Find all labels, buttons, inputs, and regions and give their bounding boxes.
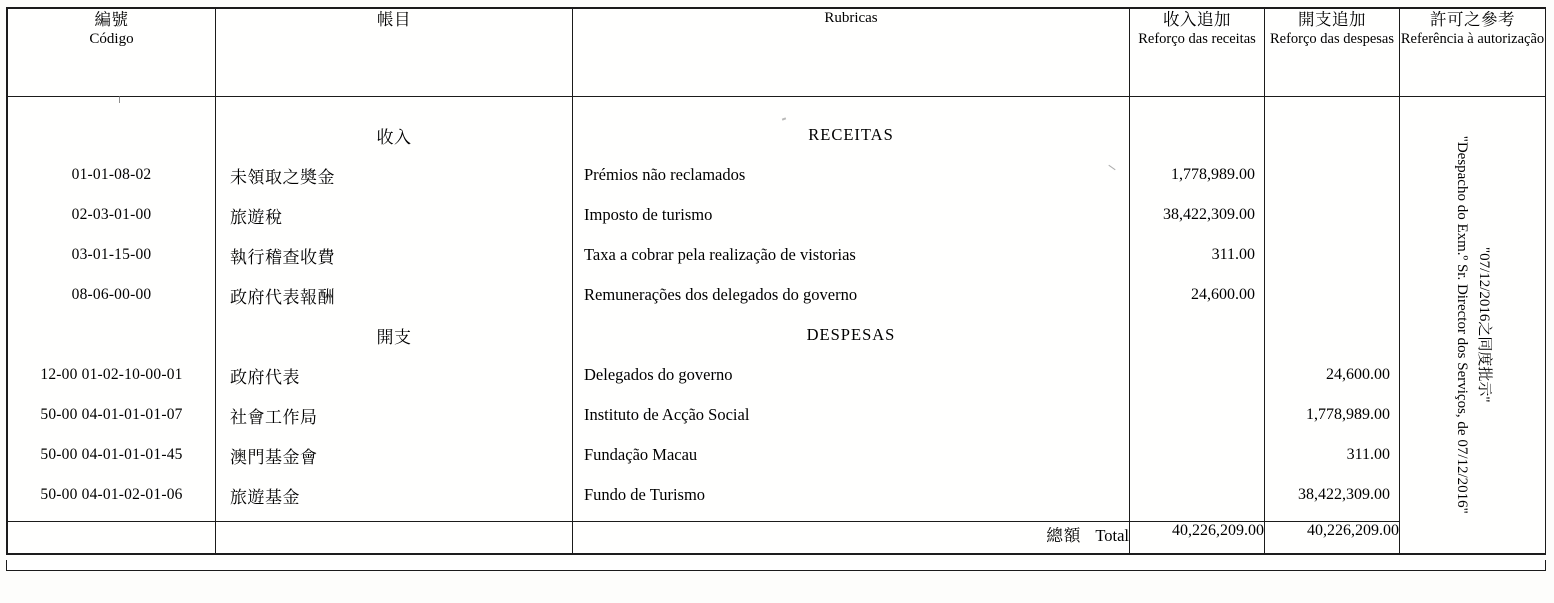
- row-despesas-8: 38,422,309.00: [1298, 486, 1390, 503]
- authorization-line-1: "07/12/2016之同度批示": [1476, 247, 1493, 403]
- row-rubrica-7: Fundação Macau: [584, 445, 698, 464]
- row-rubrica-6: Instituto de Acção Social: [584, 405, 750, 424]
- row-rubrica-8: Fundo de Turismo: [584, 485, 706, 504]
- header-autorizacao-pt: Referência à autorização: [1400, 31, 1545, 48]
- row-receitas-5: [1130, 355, 1264, 395]
- total-label-cn: 總額: [1046, 526, 1082, 545]
- header-rubricas-pt: Rubricas: [824, 10, 878, 26]
- sheet-bottom-strip: [6, 560, 1546, 571]
- row-despesas-2: [1265, 195, 1399, 235]
- row-code-5: 12-00 01-02-10-00-01: [40, 366, 183, 383]
- header-reforco-receitas: [1130, 9, 1265, 97]
- total-label: [573, 522, 1130, 554]
- authorization-line-2: "Despacho do Exm.º Sr. Director dos Serviços, de 07/12/2016": [1454, 135, 1471, 515]
- column-autorizacao: [1400, 97, 1546, 554]
- budget-table-sheet: [6, 7, 1546, 555]
- row-account-6: 社會工作局: [230, 407, 318, 427]
- column-rubricas: [573, 97, 1130, 522]
- row-code-6: 50-00 04-01-01-01-07: [40, 406, 183, 423]
- row-code-8: 50-00 04-01-02-01-06: [40, 486, 183, 503]
- section-heading-despesas-pt: DESPESAS: [806, 325, 896, 344]
- total-blank-account: [216, 522, 573, 554]
- row-despesas-5: 24,600.00: [1326, 366, 1390, 383]
- column-reforco-despesas: [1265, 97, 1400, 522]
- header-autorizacao-cn: 許可之參考: [1430, 10, 1515, 29]
- row-receitas-4: 24,600.00: [1191, 286, 1255, 303]
- row-rubrica-1: Prémios não reclamados: [584, 165, 746, 184]
- row-code-3: 03-01-15-00: [71, 246, 152, 263]
- header-account-cn: 帳目: [377, 10, 411, 29]
- header-reforco-despesas-pt: Reforço das despesas: [1269, 31, 1394, 48]
- column-reforco-receitas: [1130, 97, 1265, 522]
- row-receitas-6: [1130, 395, 1264, 435]
- row-despesas-3: [1265, 235, 1399, 275]
- total-despesas: 40,226,209.00: [1265, 522, 1400, 554]
- row-account-2: 旅遊稅: [230, 207, 283, 227]
- header-reforco-despesas-cn: 開支追加: [1298, 10, 1366, 29]
- row-code-4: 08-06-00-00: [71, 286, 152, 303]
- row-receitas-1: 1,778,989.00: [1171, 166, 1255, 183]
- row-despesas-7: 311.00: [1346, 446, 1390, 463]
- column-account: [216, 97, 573, 522]
- row-code-1: 01-01-08-02: [71, 166, 152, 183]
- row-account-5: 政府代表: [230, 367, 300, 387]
- row-rubrica-4: Remunerações dos delegados do governo: [584, 285, 858, 304]
- total-label-pt: Total: [1095, 526, 1129, 545]
- section-heading-despesas-cn: 開支: [376, 327, 412, 347]
- header-rubricas: [573, 9, 1130, 97]
- row-receitas-7: [1130, 435, 1264, 475]
- table-body-row: [8, 97, 1546, 522]
- header-codigo-pt: Código: [89, 31, 134, 48]
- header-autorizacao: [1400, 9, 1546, 97]
- row-rubrica-3: Taxa a cobrar pela realização de vistorias: [584, 245, 856, 264]
- total-receitas: 40,226,209.00: [1130, 522, 1265, 554]
- row-receitas-2: 38,422,309.00: [1163, 206, 1255, 223]
- scan-artifact-mark-a: [119, 96, 120, 103]
- table-header-row: [8, 9, 1546, 97]
- row-receitas-8: [1130, 475, 1264, 515]
- header-codigo-cn: 編號: [94, 10, 129, 29]
- row-code-7: 50-00 04-01-01-01-45: [40, 446, 183, 463]
- row-account-7: 澳門基金會: [230, 447, 318, 467]
- row-receitas-3: 311.00: [1211, 246, 1255, 263]
- row-account-8: 旅遊基金: [230, 487, 300, 507]
- row-account-1: 未領取之奬金: [230, 167, 335, 187]
- row-account-3: 執行稽查收費: [230, 247, 335, 267]
- budget-table: [7, 8, 1546, 554]
- row-rubrica-5: Delegados do governo: [584, 365, 733, 384]
- row-account-4: 政府代表報酬: [230, 287, 335, 307]
- row-despesas-4: [1265, 275, 1399, 315]
- header-reforco-receitas-pt: Reforço das receitas: [1138, 31, 1256, 48]
- header-codigo: [8, 9, 216, 97]
- table-total-row: [8, 522, 1546, 554]
- row-despesas-6: 1,778,989.00: [1306, 406, 1390, 423]
- row-rubrica-2: Imposto de turismo: [584, 205, 713, 224]
- section-heading-receitas-cn: 收入: [376, 127, 412, 147]
- column-codigo: [8, 97, 216, 522]
- total-blank-codigo: [8, 522, 216, 554]
- header-reforco-receitas-cn: 收入追加: [1163, 10, 1231, 29]
- section-heading-receitas-pt: RECEITAS: [808, 125, 894, 144]
- header-reforco-despesas: [1265, 9, 1400, 97]
- header-account: [216, 9, 573, 97]
- row-code-2: 02-03-01-00: [71, 206, 152, 223]
- row-despesas-1: [1265, 155, 1399, 195]
